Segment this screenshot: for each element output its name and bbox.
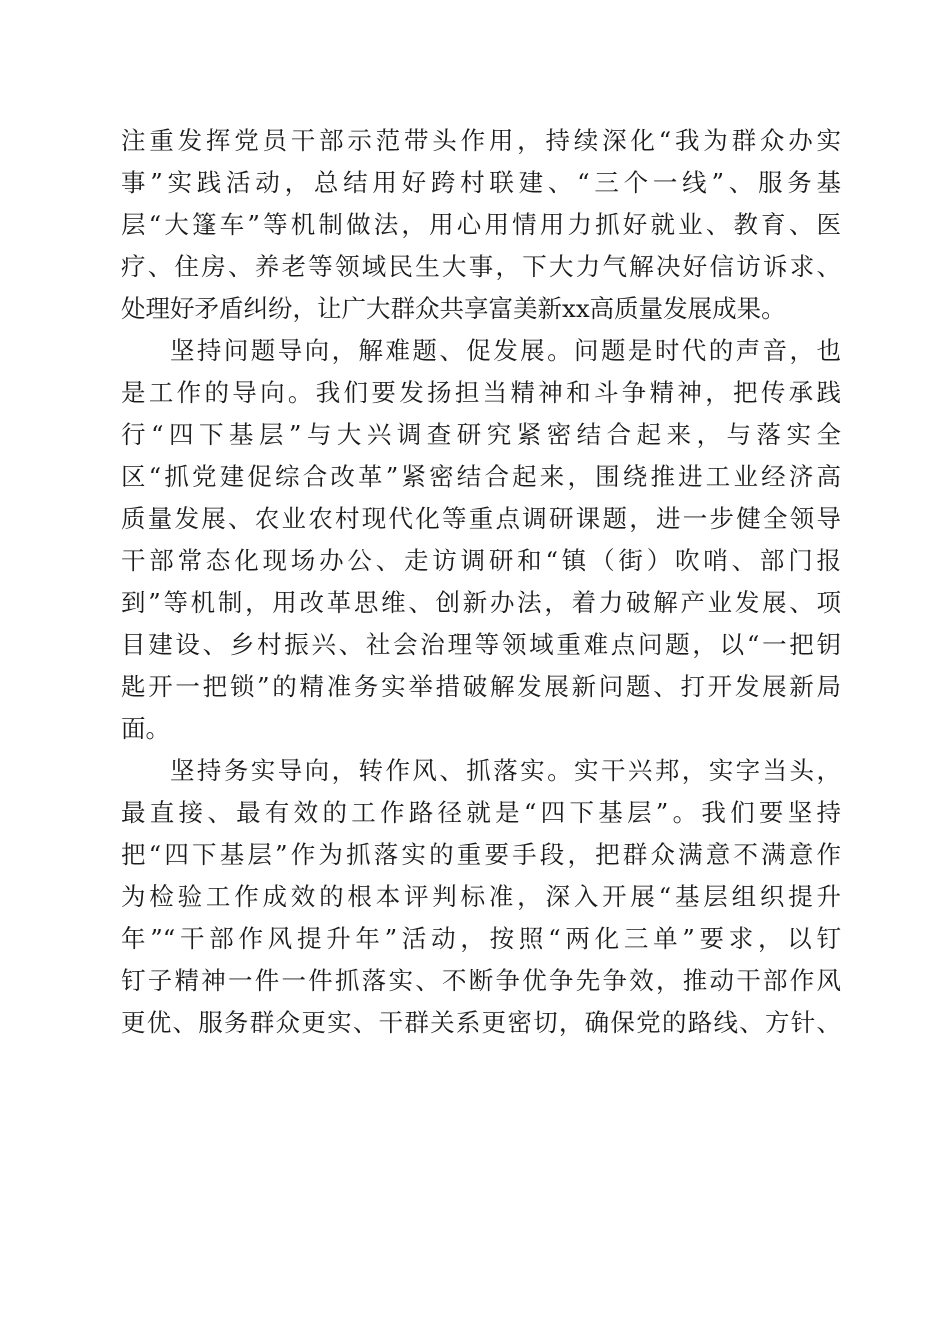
text-line: 把“四下基层”作为抓落实的重要手段，把群众满意不满意作 [121,840,841,869]
text-line: 是工作的导向。我们要发扬担当精神和斗争精神，把传承践 [121,378,841,407]
text-line: 事”实践活动，总结用好跨村联建、“三个一线”、服务基 [121,168,841,197]
text-line: 处理好矛盾纠纷，让广大群众共享富美新xx高质量发展成果。 [121,294,786,323]
text-line: 干部常态化现场办公、走访调研和“镇（街）吹哨、部门报 [121,546,841,575]
text-line: 最直接、最有效的工作路径就是“四下基层”。我们要坚持 [121,798,841,827]
text-line: 面。 [121,714,170,743]
body-text [121,120,841,1044]
paragraph-first-line: 坚持问题导向，解难题、促发展。问题是时代的声音，也 [170,336,841,365]
text-line: 目建设、乡村振兴、社会治理等领域重难点问题，以“一把钥 [121,630,841,659]
text-line: 到”等机制，用改革思维、创新办法，着力破解产业发展、项 [121,588,841,617]
text-line: 疗、住房、养老等领域民生大事，下大力气解决好信访诉求、 [121,252,841,281]
text-line: 注重发挥党员干部示范带头作用，持续深化“我为群众办实 [121,126,841,155]
text-line: 更优、服务群众更实、干群关系更密切，确保党的路线、方针、 [121,1008,841,1037]
text-line: 钉子精神一件一件抓落实、不断争优争先争效，推动干部作风 [121,966,841,995]
paragraph-first-line: 坚持务实导向，转作风、抓落实。实干兴邦，实字当头， [170,756,841,785]
text-line: 年”“干部作风提升年”活动，按照“两化三单”要求，以钉 [121,924,841,953]
text-line: 匙开一把锁”的精准务实举措破解发展新问题、打开发展新局 [121,672,841,701]
text-line: 质量发展、农业农村现代化等重点调研课题，进一步健全领导 [121,504,841,533]
text-line: 层“大篷车”等机制做法，用心用情用力抓好就业、教育、医 [121,210,841,239]
text-line: 行“四下基层”与大兴调查研究紧密结合起来，与落实全 [121,420,841,449]
text-line: 为检验工作成效的根本评判标准，深入开展“基层组织提升 [121,882,841,911]
text-line: 区“抓党建促综合改革”紧密结合起来，围绕推进工业经济高 [121,462,841,491]
